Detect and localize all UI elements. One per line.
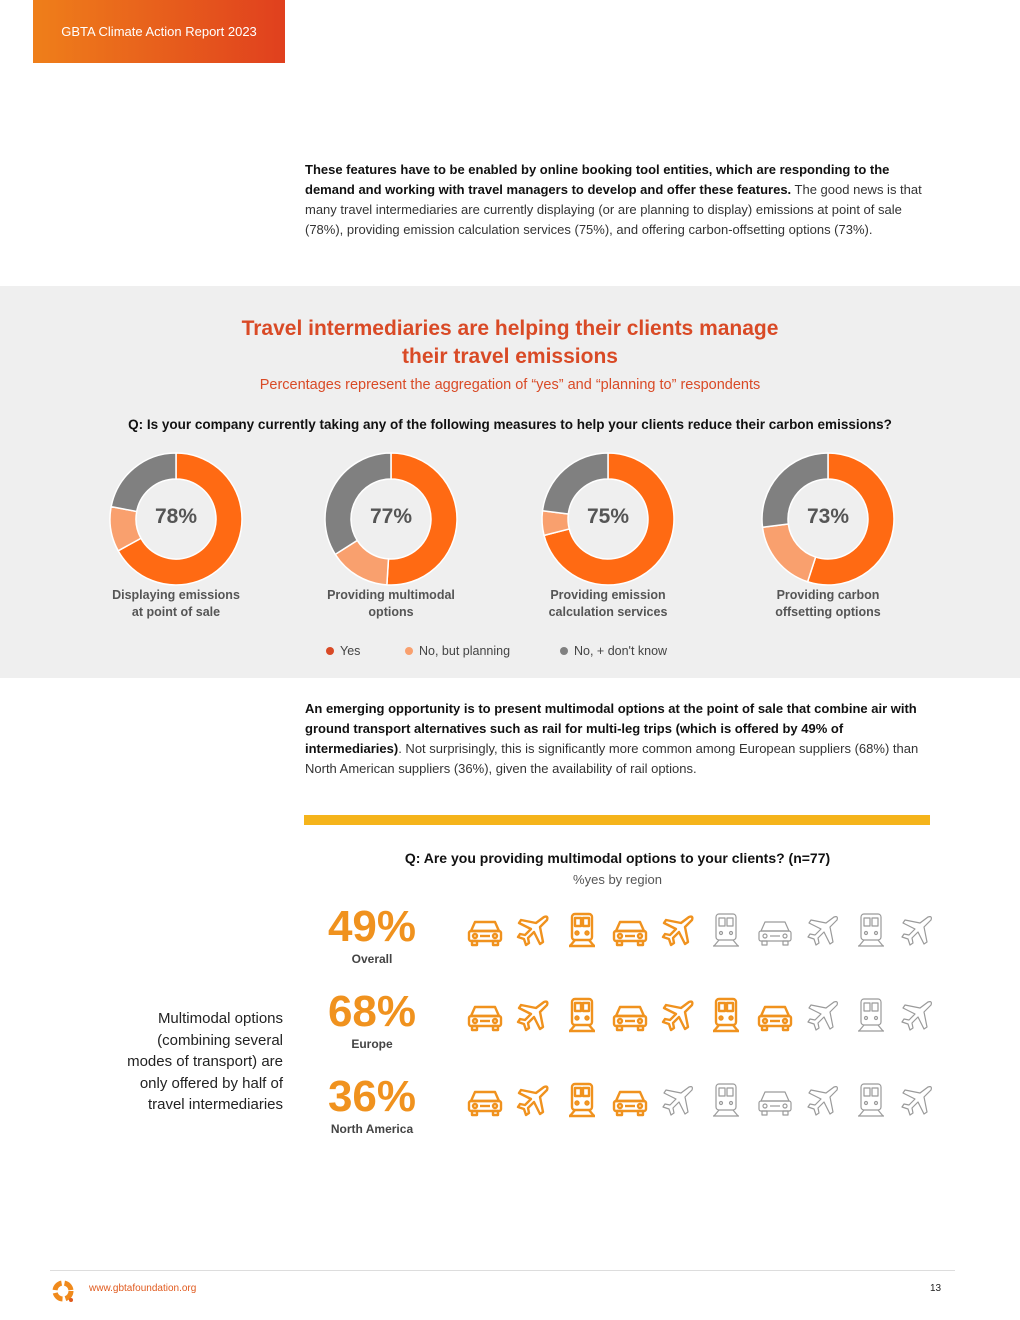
plane-icon: [514, 996, 552, 1034]
legend-yes-label: Yes: [340, 644, 361, 658]
donut-label-line2: at point of sale: [131, 605, 221, 619]
legend-no-label: No, + don't know: [574, 644, 668, 658]
donut-total-4: 73%: [806, 505, 850, 528]
car-icon: [466, 911, 504, 949]
car-icon: [756, 911, 794, 949]
train-icon: [563, 996, 601, 1034]
plane-icon: [659, 1081, 697, 1119]
donut-label-line1: Providing emission: [550, 588, 666, 602]
legend-no-swatch: [560, 647, 568, 655]
plane-icon: [659, 911, 697, 949]
train-icon: [707, 911, 745, 949]
train-icon: [852, 996, 890, 1034]
plane-icon: [659, 996, 697, 1034]
intro-bold: These features have to be enabled by online booking tool entities, which are responding to the demand and working with travel managers to develop and offer these features.: [305, 162, 890, 197]
train-icon: [707, 996, 745, 1034]
plane-icon: [804, 911, 842, 949]
donut-label-1: [91, 587, 261, 621]
donut-label-line1: Providing multimodal: [327, 588, 455, 602]
car-icon: [466, 996, 504, 1034]
region-label: North America: [330, 1122, 414, 1136]
intro-rest: The good news is that many travel intermediaries are currently displaying (or are planning to display) emissions at point of sale (78%), providing emission calculation services (75%), and offering carbon-offsetting options (73%).: [305, 182, 922, 237]
donut-label-line2: offsetting options: [775, 605, 881, 619]
donut-label-3: [523, 587, 693, 621]
plane-icon: [898, 911, 936, 949]
multimodal-question: Q: Are you providing multimodal options to your clients? (n=77): [404, 850, 831, 866]
plane-icon: [898, 1081, 936, 1119]
legend-planning: [405, 644, 510, 658]
transport-icons-row: [466, 996, 936, 1036]
region-percentage: 36%: [327, 1072, 417, 1121]
train-icon: [563, 911, 601, 949]
car-icon: [756, 996, 794, 1034]
panel-title-line1: Travel intermediaries are helping their clients manage: [241, 317, 779, 340]
train-icon: [852, 911, 890, 949]
multimodal-subtitle: %yes by region: [573, 872, 662, 887]
legend-planning-label: No, but planning: [419, 644, 511, 658]
car-icon: [466, 1081, 504, 1119]
plane-icon: [804, 996, 842, 1034]
train-icon: [852, 1081, 890, 1119]
donut-total-1: 78%: [154, 505, 198, 528]
section-divider: [304, 815, 930, 825]
plane-icon: [514, 1081, 552, 1119]
legend-yes-swatch: [326, 647, 334, 655]
region-label: Overall: [351, 952, 393, 966]
train-icon: [707, 1081, 745, 1119]
transport-icons-row: [466, 1081, 936, 1121]
donut-label-line2: options: [368, 605, 414, 619]
panel-title-line2: their travel emissions: [402, 345, 618, 368]
donut-label-line2: calculation services: [548, 605, 668, 619]
legend-no: [560, 644, 667, 658]
intro-paragraph: [305, 160, 927, 240]
multimodal-bold: An emerging opportunity is to present multimodal options at the point of sale that combine air with ground transport alternatives such as rail for multi-leg trips (which is offered by 49% of intermediaries): [305, 701, 917, 756]
transport-icons-row: [466, 911, 936, 951]
donut-total-3: 75%: [586, 505, 630, 528]
region-percentage: 68%: [327, 987, 417, 1036]
train-icon: [563, 1081, 601, 1119]
panel-question: Q: Is your company currently taking any of the following measures to help your clients reduce their carbon emissions?: [128, 417, 892, 432]
plane-icon: [514, 911, 552, 949]
plane-icon: [898, 996, 936, 1034]
intermediaries-panel: [0, 286, 1020, 678]
car-icon: [611, 911, 649, 949]
car-icon: [611, 1081, 649, 1119]
donut-total-2: 77%: [369, 505, 413, 528]
donut-slice-4-2: [763, 524, 816, 582]
donut-label-line1: Providing carbon: [776, 588, 880, 602]
gbta-logo-icon: [51, 1279, 75, 1303]
panel-subtitle: Percentages represent the aggregation of “yes” and “planning to” respondents: [259, 377, 761, 393]
donut-label-4: [743, 587, 913, 621]
legend-planning-swatch: [405, 647, 413, 655]
plane-icon: [804, 1081, 842, 1119]
side-note: Multimodal options (combining several modes of transport) are only offered by half of travel intermediaries: [127, 1010, 283, 1113]
legend-yes: [326, 644, 360, 658]
panel-title: [0, 315, 1020, 371]
donut-label-2: [306, 587, 476, 621]
footer-url-link[interactable]: www.gbtafoundation.org: [89, 1283, 197, 1294]
report-badge: [33, 0, 285, 63]
donut-label-line1: Displaying emissions: [112, 588, 240, 602]
footer-divider: [50, 1270, 955, 1271]
region-label: Europe: [351, 1037, 393, 1051]
car-icon: [756, 1081, 794, 1119]
donut-slice-1-3: [111, 453, 176, 512]
car-icon: [611, 996, 649, 1034]
donut-slice-2-3: [325, 453, 391, 554]
multimodal-rest: . Not surprisingly, this is significantly more common among European suppliers (68%) than North American suppliers (36%), given the availability of rail options.: [305, 741, 919, 776]
report-title: GBTA Climate Action Report 2023: [61, 24, 257, 39]
region-percentage: 49%: [327, 902, 417, 951]
page-number: 13: [930, 1283, 942, 1294]
multimodal-paragraph: [305, 699, 930, 779]
